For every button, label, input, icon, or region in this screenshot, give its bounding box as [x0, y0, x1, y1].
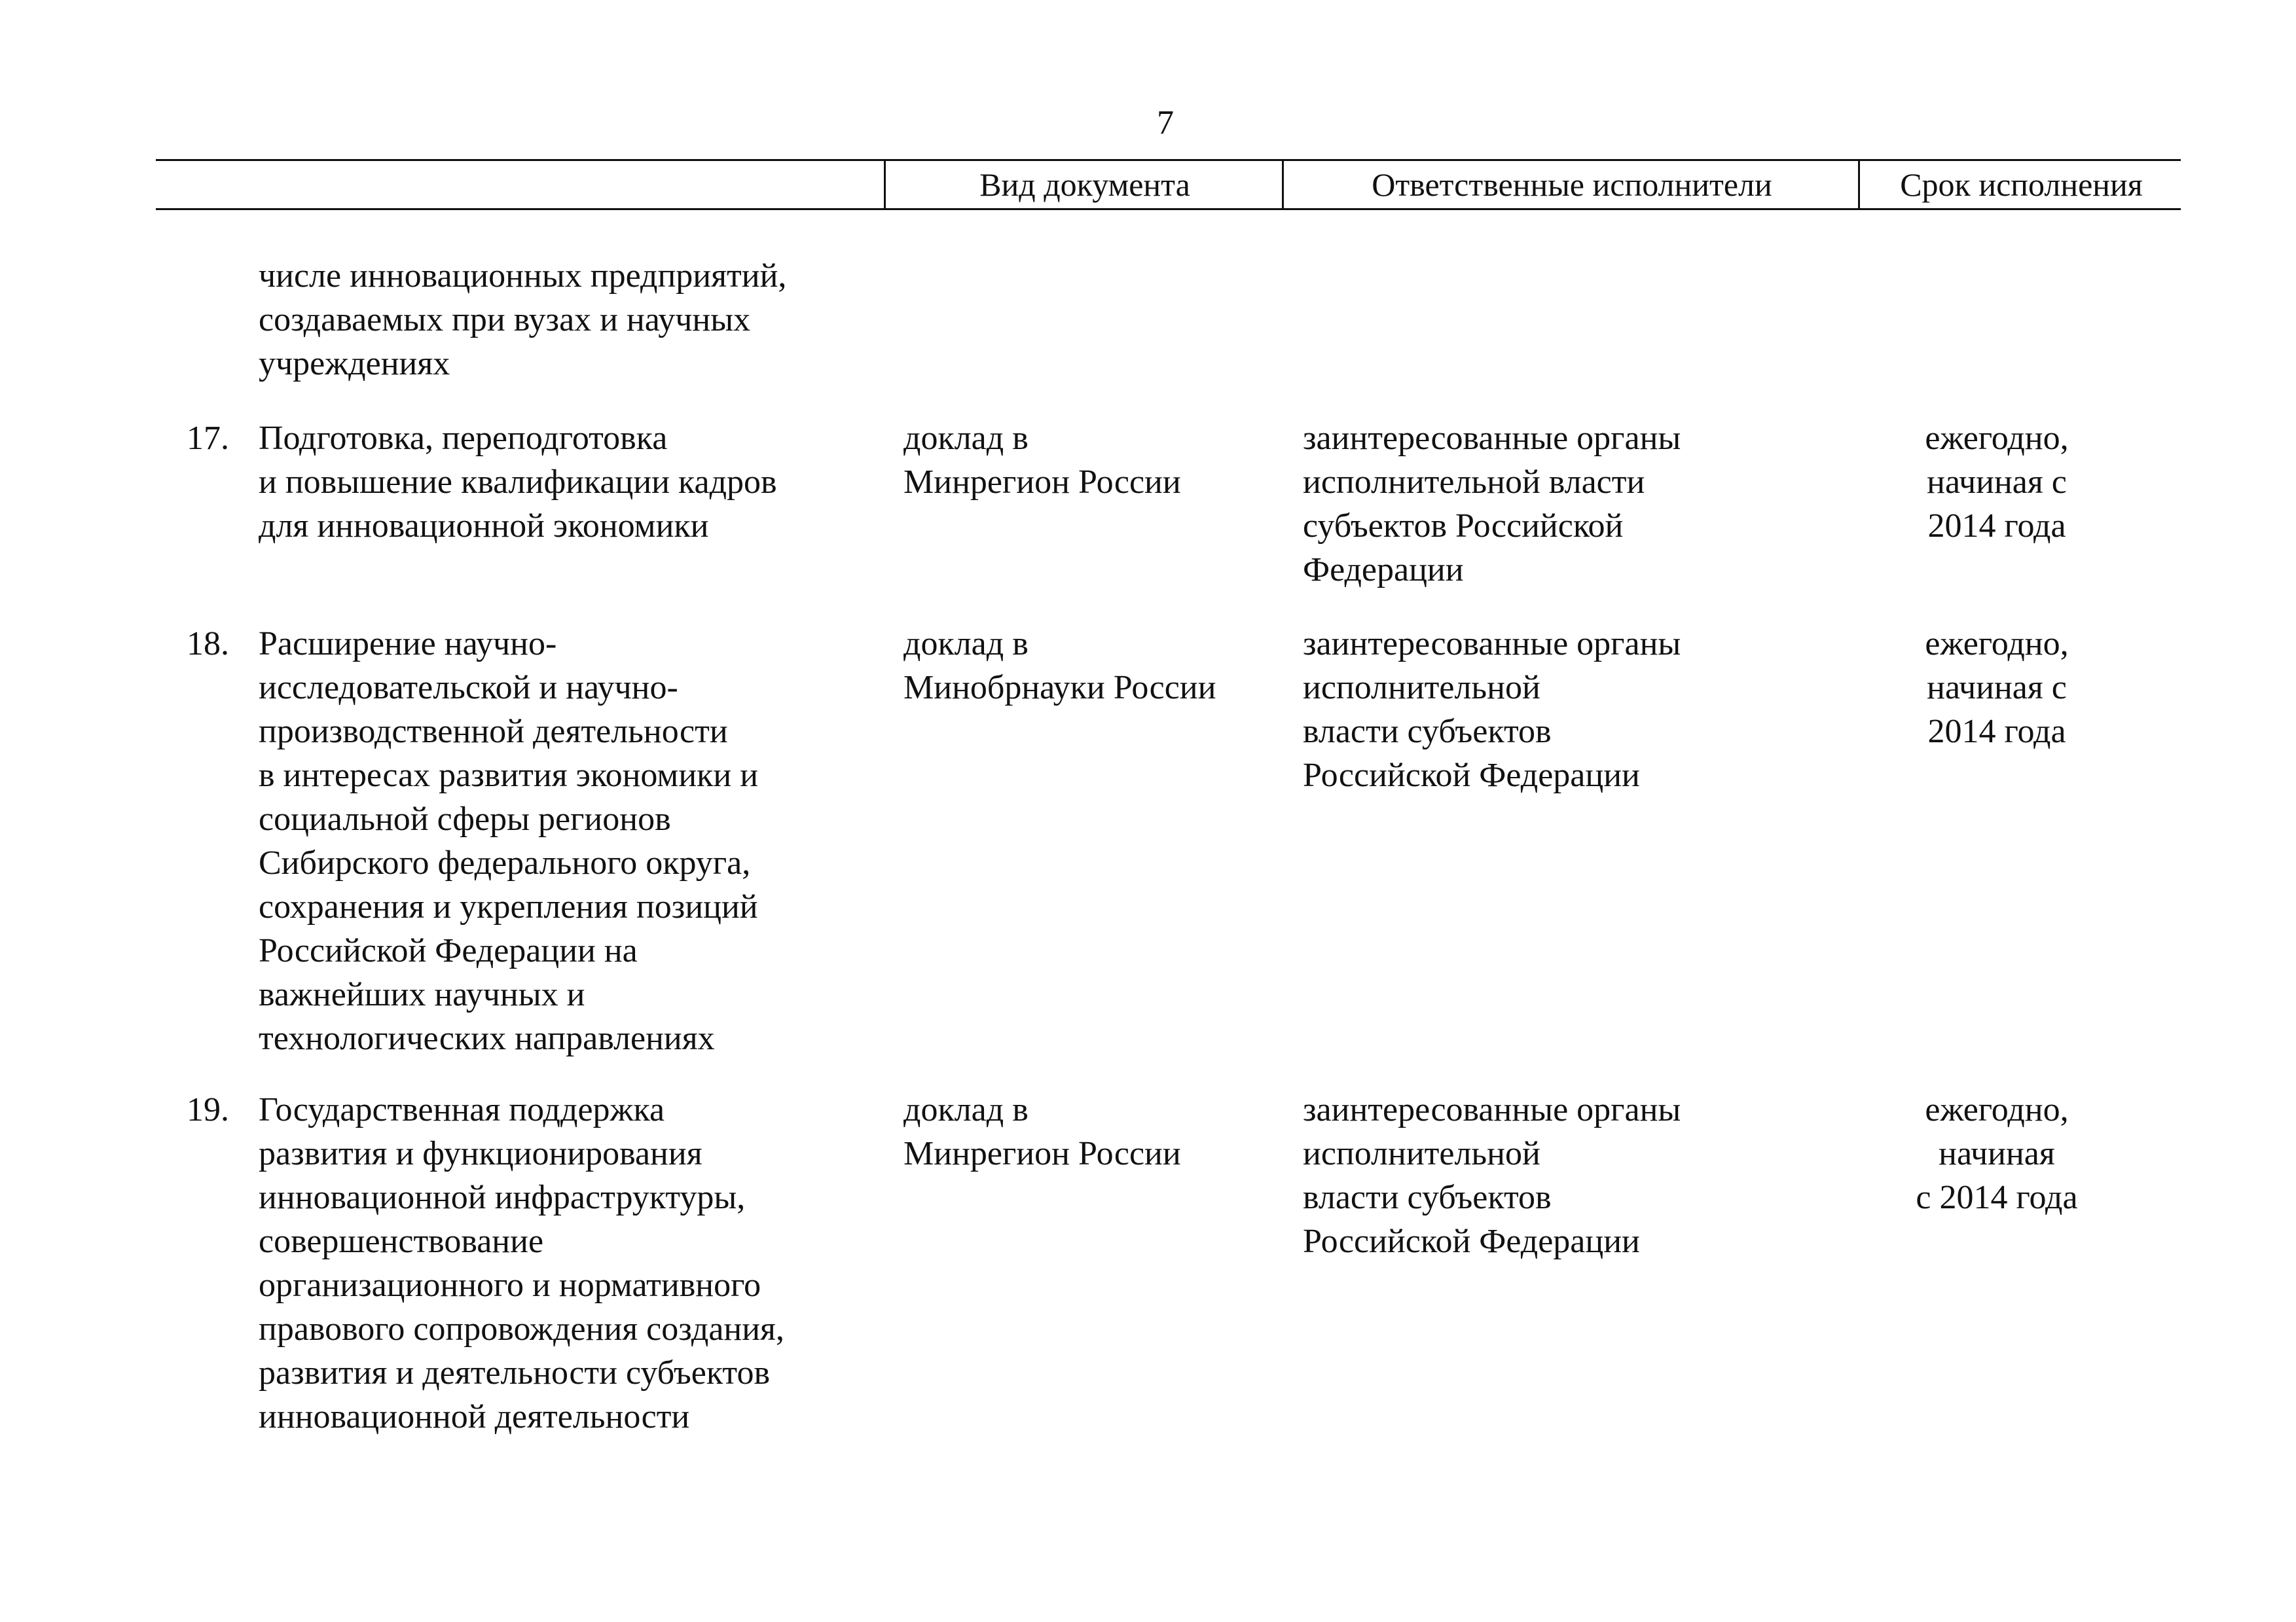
row-responsible: заинтересованные органы исполнительной власти субъектов Российской Федерации	[1303, 1091, 1681, 1260]
row-number: 17.	[187, 420, 229, 457]
header-document-type: Вид документа	[884, 161, 1284, 208]
continued-item-title: числе инновационных предприятий, создаваемых при вузах и научных учреждениях	[259, 257, 787, 382]
header-responsible: Ответственные исполнители	[1282, 161, 1860, 208]
row-responsible: заинтересованные органы исполнительной власти субъектов Российской Федерации	[1303, 420, 1681, 588]
row-responsible: заинтересованные органы исполнительной власти субъектов Российской Федерации	[1303, 625, 1681, 794]
row-document-type: доклад в Минобрнауки России	[903, 625, 1216, 706]
row-title: Расширение научно- исследовательской и научно- производственной деятельности в интересах развития экономики и социальной сферы регионов Сибирского федерального округа, сохранения и укрепления позиций Российской Федерации на важнейших научных и технологических направлениях	[259, 625, 759, 1057]
row-number: 18.	[187, 625, 229, 662]
row-number: 19.	[187, 1091, 229, 1128]
table-header	[156, 159, 2181, 210]
row-document-type: доклад в Минрегион России	[903, 1091, 1181, 1172]
header-deadline: Срок исполнения	[1858, 161, 2183, 208]
row-deadline: ежегодно, начиная с 2014 года	[1925, 420, 2069, 545]
row-deadline: ежегодно, начиная с 2014 года	[1916, 1091, 2078, 1216]
row-deadline: ежегодно, начиная с 2014 года	[1925, 625, 2069, 750]
row-title: Государственная поддержка развития и функционирования инновационной инфраструктуры, совершенствование организационного и нормативного правового сопровождения создания, развития и деятельности субъектов инновационной деятельности	[259, 1091, 784, 1435]
row-document-type: доклад в Минрегион России	[903, 420, 1181, 501]
row-title: Подготовка, переподготовка и повышение квалификации кадров для инновационной экономики	[259, 420, 777, 545]
page-number: 7	[1157, 104, 1174, 141]
